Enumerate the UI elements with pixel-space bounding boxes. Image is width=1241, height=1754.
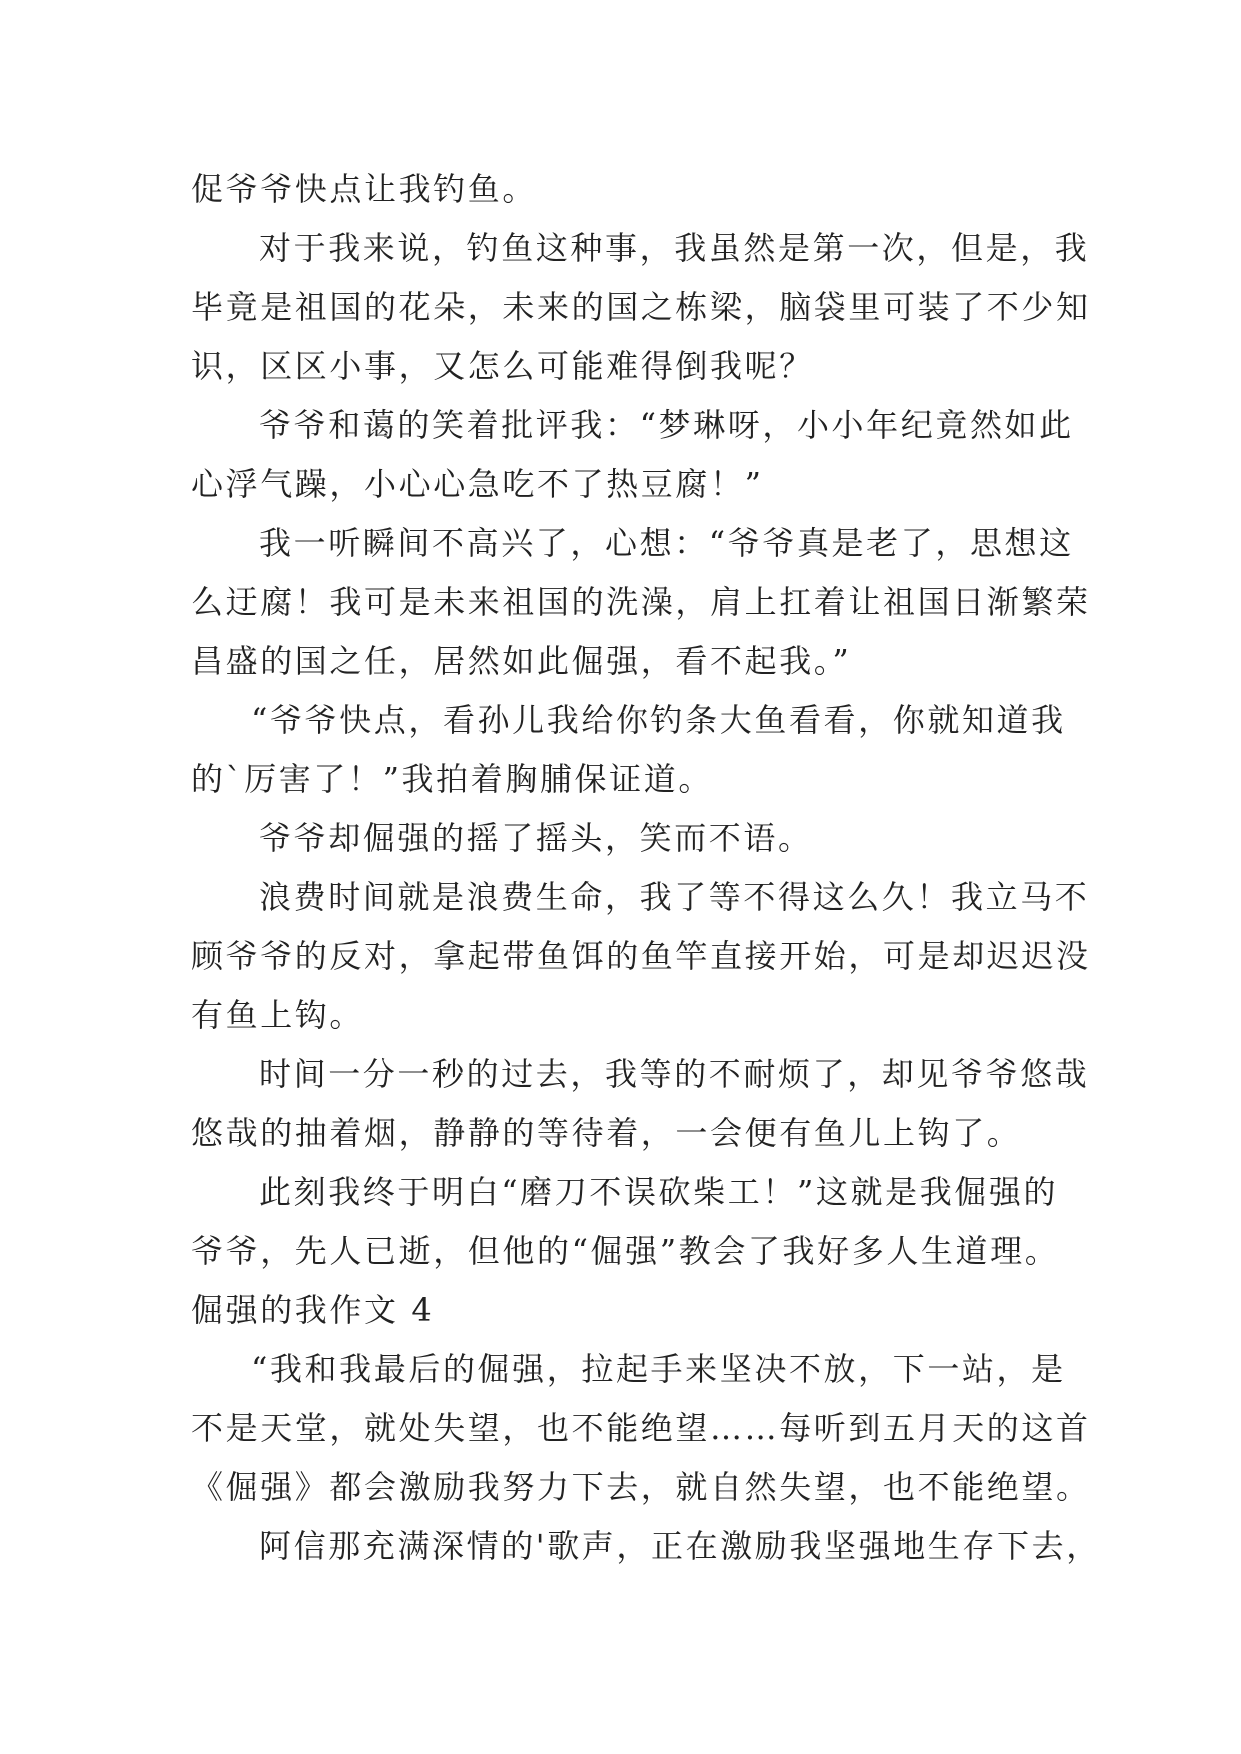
text-line: 时间一分一秒的过去，我等的不耐烦了，却见爷爷悠哉 (259, 1055, 1090, 1093)
text-line: 顾爷爷的反对，拿起带鱼饵的鱼竿直接开始，可是却迟迟没 (191, 937, 1091, 975)
text-line: 的`厉害了！”我拍着胸脯保证道。 (191, 760, 713, 798)
text-line: 我一听瞬间不高兴了，心想：“爷爷真是老了，思想这 (259, 524, 1074, 562)
text-line: “爷爷快点，看孙儿我给你钓条大鱼看看，你就知道我 (251, 701, 1066, 739)
text-line: “我和我最后的倔强，拉起手来坚决不放，下一站，是 (251, 1350, 1066, 1388)
text-line: 有鱼上钩。 (191, 996, 365, 1034)
text-line: 《倔强》都会激励我努力下去，就自然失望，也不能绝望。 (191, 1468, 1091, 1506)
text-line: 对于我来说，钓鱼这种事，我虽然是第一次，但是，我 (259, 229, 1090, 267)
text-line: 悠哉的抽着烟，静静的等待着，一会便有鱼儿上钩了。 (191, 1114, 1022, 1152)
text-line: 昌盛的国之任，居然如此倔强，看不起我。” (191, 642, 852, 680)
text-line: 爷爷，先人已逝，但他的“倔强”教会了我好多人生道理。 (191, 1232, 1060, 1270)
document-body (191, 160, 1101, 1576)
text-line: 么迂腐！我可是未来祖国的洗澡，肩上扛着让祖国日渐繁荣 (191, 583, 1091, 621)
text-line: 不是天堂，就处失望，也不能绝望……每听到五月天的这首 (191, 1409, 1091, 1447)
section-heading: 倔强的我作文 4 (191, 1291, 435, 1329)
text-line: 毕竟是祖国的花朵，未来的国之栋梁，脑袋里可装了不少知 (191, 288, 1091, 326)
text-line: 识，区区小事，又怎么可能难得倒我呢？ (191, 347, 814, 385)
text-line: 爷爷和蔼的笑着批评我：“梦琳呀，小小年纪竟然如此 (259, 406, 1074, 444)
text-line: 阿信那充满深情的'歌声，正在激励我坚强地生存下去， (259, 1527, 1101, 1565)
text-line: 此刻我终于明白“磨刀不误砍柴工！”这就是我倔强的 (259, 1173, 1059, 1211)
text-line: 心浮气躁，小心心急吃不了热豆腐！” (191, 465, 764, 503)
text-line: 促爷爷快点让我钓鱼。 (191, 170, 538, 208)
text-line: 爷爷却倔强的摇了摇头，笑而不语。 (259, 819, 813, 857)
text-line: 浪费时间就是浪费生命，我了等不得这么久！我立马不 (259, 878, 1090, 916)
